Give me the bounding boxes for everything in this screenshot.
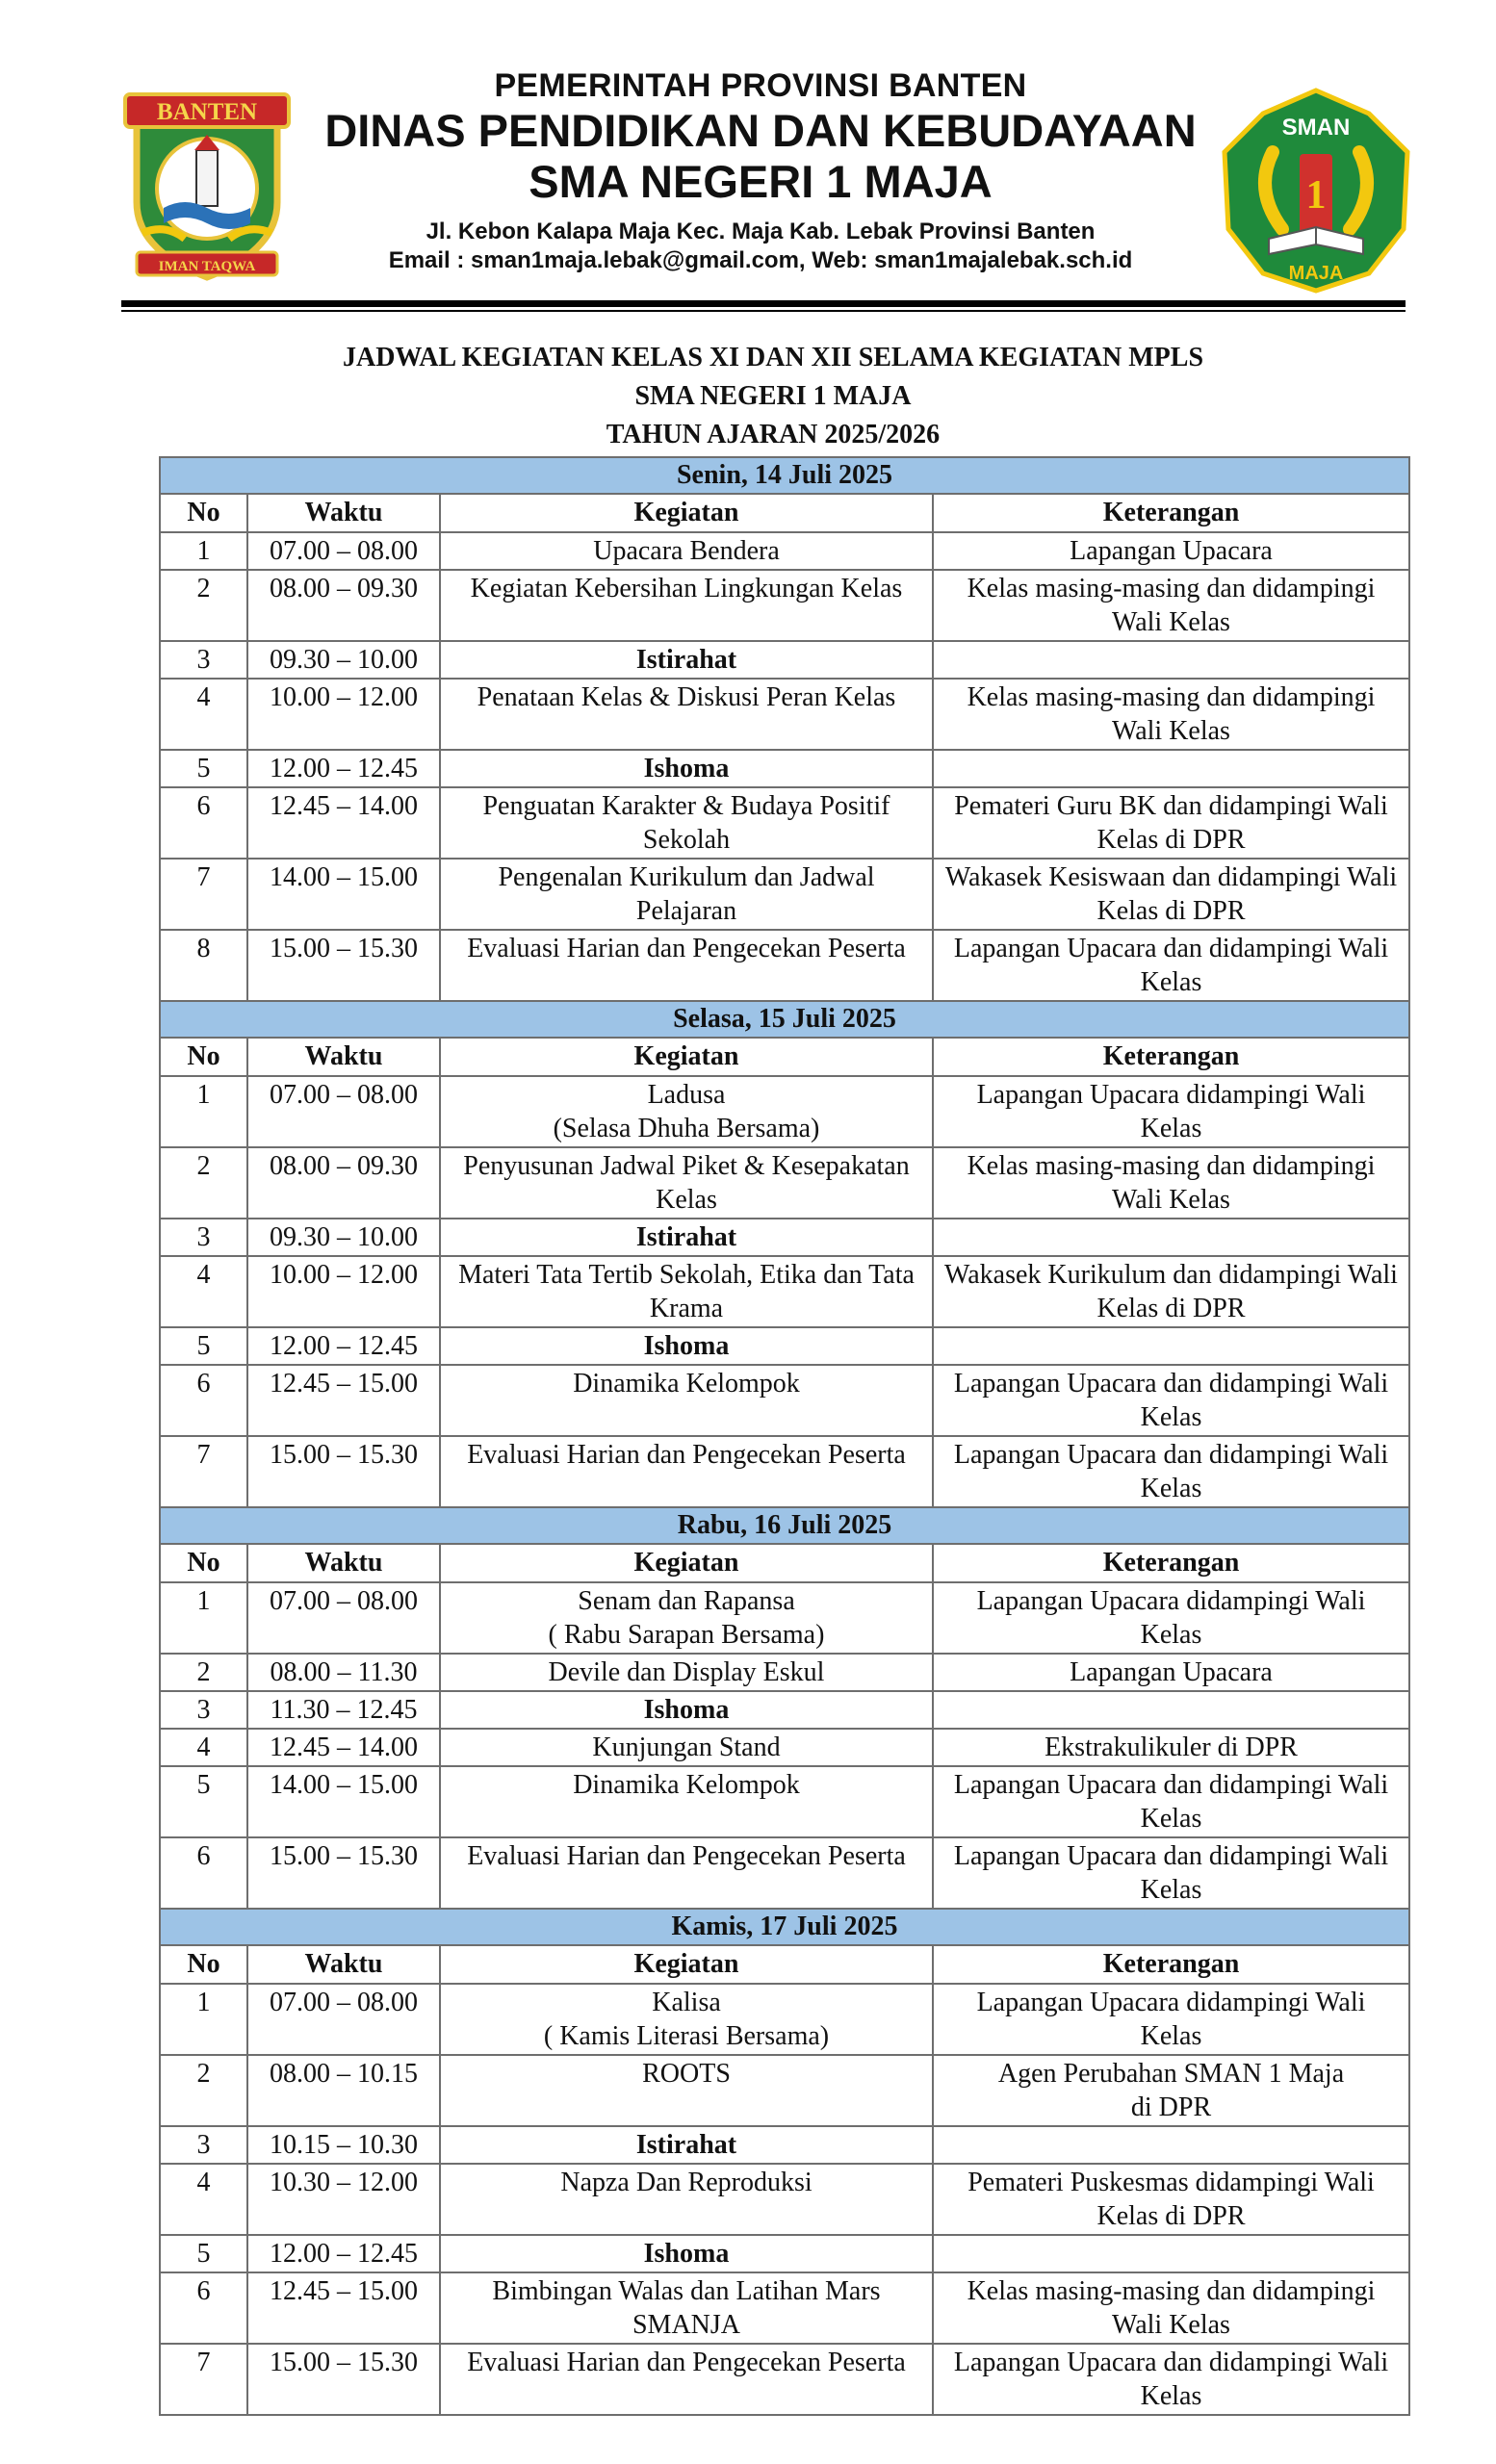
table-row	[160, 2235, 1409, 2272]
cell-no: 3	[160, 2126, 247, 2164]
cell-time: 08.00 – 11.30	[247, 1654, 440, 1691]
cell-no: 7	[160, 2344, 247, 2415]
cell-no: 4	[160, 679, 247, 750]
cell-note: Lapangan Upacara didampingi Wali Kelas	[933, 1984, 1409, 2055]
cell-note: Lapangan Upacara	[933, 532, 1409, 570]
cell-note: Kelas masing-masing dan didampingi Wali Kelas	[933, 570, 1409, 641]
cell-note: Lapangan Upacara dan didampingi Wali Kelas	[933, 930, 1409, 1001]
column-header: Keterangan	[933, 1544, 1409, 1582]
cell-note	[933, 750, 1409, 787]
table-row	[160, 1766, 1409, 1837]
cell-activity: Istirahat	[440, 1219, 933, 1256]
cell-note: Lapangan Upacara didampingi Wali Kelas	[933, 1076, 1409, 1147]
title-line-3: TAHUN AJARAN 2025/2026	[606, 420, 941, 449]
cell-note: Wakasek Kesiswaan dan didampingi Wali Kelas di DPR	[933, 859, 1409, 930]
cell-time: 12.00 – 12.45	[247, 2235, 440, 2272]
cell-time: 07.00 – 08.00	[247, 1582, 440, 1654]
cell-time: 09.30 – 10.00	[247, 1219, 440, 1256]
cell-note: Lapangan Upacara dan didampingi Wali Kelas	[933, 2344, 1409, 2415]
cell-note	[933, 2235, 1409, 2272]
cell-time: 09.30 – 10.00	[247, 641, 440, 679]
cell-time: 08.00 – 09.30	[247, 570, 440, 641]
cell-activity: Evaluasi Harian dan Pengecekan Peserta	[440, 1837, 933, 1909]
column-header: No	[160, 1544, 247, 1582]
cell-note: Wakasek Kurikulum dan didampingi Wali Kelas di DPR	[933, 1256, 1409, 1327]
logo-right-top: SMAN	[1281, 115, 1351, 141]
letterhead-text	[318, 65, 1203, 275]
day-header-row	[160, 1001, 1409, 1038]
table-row	[160, 2272, 1409, 2344]
cell-time: 14.00 – 15.00	[247, 859, 440, 930]
cell-note: Kelas masing-masing dan didampingi Wali Kelas	[933, 679, 1409, 750]
cell-activity: Penguatan Karakter & Budaya Positif Sekolah	[440, 787, 933, 859]
cell-no: 1	[160, 1582, 247, 1654]
cell-note: Ekstrakulikuler di DPR	[933, 1729, 1409, 1766]
day-header: Selasa, 15 Juli 2025	[160, 1001, 1409, 1038]
table-row	[160, 1436, 1409, 1507]
cell-time: 12.45 – 15.00	[247, 1365, 440, 1436]
cell-activity: Penataan Kelas & Diskusi Peran Kelas	[440, 679, 933, 750]
cell-note: Lapangan Upacara dan didampingi Wali Kelas	[933, 1766, 1409, 1837]
column-header: No	[160, 1945, 247, 1984]
cell-no: 7	[160, 1436, 247, 1507]
cell-note	[933, 1219, 1409, 1256]
column-header-row	[160, 494, 1409, 532]
column-header-row	[160, 1544, 1409, 1582]
cell-activity: Istirahat	[440, 641, 933, 679]
cell-note: Pemateri Guru BK dan didampingi Wali Kelas di DPR	[933, 787, 1409, 859]
cell-activity: Istirahat	[440, 2126, 933, 2164]
column-header: Kegiatan	[440, 1544, 933, 1582]
column-header: Keterangan	[933, 494, 1409, 532]
table-row	[160, 750, 1409, 787]
table-row	[160, 859, 1409, 930]
cell-no: 4	[160, 1256, 247, 1327]
cell-activity: Kunjungan Stand	[440, 1729, 933, 1766]
cell-note: Kelas masing-masing dan didampingi Wali Kelas	[933, 1147, 1409, 1219]
column-header: Kegiatan	[440, 494, 933, 532]
column-header: Kegiatan	[440, 1038, 933, 1076]
cell-no: 7	[160, 859, 247, 930]
day-header: Senin, 14 Juli 2025	[160, 457, 1409, 494]
column-header-row	[160, 1945, 1409, 1984]
cell-no: 2	[160, 1147, 247, 1219]
cell-note	[933, 1327, 1409, 1365]
cell-no: 1	[160, 1984, 247, 2055]
table-row	[160, 1654, 1409, 1691]
table-row	[160, 679, 1409, 750]
cell-note: Lapangan Upacara dan didampingi Wali Kelas	[933, 1837, 1409, 1909]
cell-no: 4	[160, 1729, 247, 1766]
table-row	[160, 1256, 1409, 1327]
cell-activity: Materi Tata Tertib Sekolah, Etika dan Tata Krama	[440, 1256, 933, 1327]
table-row	[160, 1984, 1409, 2055]
cell-time: 11.30 – 12.45	[247, 1691, 440, 1729]
cell-note: Pemateri Puskesmas didampingi Wali Kelas di DPR	[933, 2164, 1409, 2235]
cell-activity: Pengenalan Kurikulum dan Jadwal Pelajaran	[440, 859, 933, 930]
cell-activity: Ishoma	[440, 750, 933, 787]
cell-time: 12.45 – 14.00	[247, 787, 440, 859]
cell-time: 10.00 – 12.00	[247, 1256, 440, 1327]
table-row	[160, 532, 1409, 570]
cell-note	[933, 2126, 1409, 2164]
column-header: No	[160, 1038, 247, 1076]
cell-time: 10.30 – 12.00	[247, 2164, 440, 2235]
table-row	[160, 1691, 1409, 1729]
day-header-row	[160, 1909, 1409, 1945]
cell-no: 8	[160, 930, 247, 1001]
cell-no: 4	[160, 2164, 247, 2235]
cell-no: 6	[160, 1837, 247, 1909]
cell-note	[933, 641, 1409, 679]
cell-activity: Senam dan Rapansa ( Rabu Sarapan Bersama)	[440, 1582, 933, 1654]
cell-time: 12.00 – 12.45	[247, 750, 440, 787]
table-row	[160, 1147, 1409, 1219]
cell-no: 2	[160, 1654, 247, 1691]
letterhead-rule-thin	[121, 310, 1406, 312]
cell-time: 10.00 – 12.00	[247, 679, 440, 750]
cell-activity: ROOTS	[440, 2055, 933, 2126]
letterhead	[0, 0, 1496, 318]
table-row	[160, 2055, 1409, 2126]
school-contact: Email : sman1maja.lebak@gmail.com, Web: sman1majalebak.sch.id	[388, 247, 1133, 273]
government-name: PEMERINTAH PROVINSI BANTEN	[494, 67, 1027, 104]
cell-note: Lapangan Upacara dan didampingi Wali Kelas	[933, 1365, 1409, 1436]
cell-activity: Dinamika Kelompok	[440, 1365, 933, 1436]
cell-activity: Evaluasi Harian dan Pengecekan Peserta	[440, 930, 933, 1001]
logo-left-motto: IMAN TAQWA	[158, 259, 256, 274]
cell-no: 1	[160, 1076, 247, 1147]
sman-1-maja-emblem-icon	[1215, 85, 1417, 296]
table-row	[160, 2126, 1409, 2164]
cell-time: 07.00 – 08.00	[247, 1984, 440, 2055]
table-row	[160, 1076, 1409, 1147]
cell-activity: Kalisa ( Kamis Literasi Bersama)	[440, 1984, 933, 2055]
column-header-row	[160, 1038, 1409, 1076]
day-header: Rabu, 16 Juli 2025	[160, 1507, 1409, 1544]
cell-note	[933, 1691, 1409, 1729]
cell-time: 15.00 – 15.30	[247, 1837, 440, 1909]
table-row	[160, 930, 1409, 1001]
table-row	[160, 1365, 1409, 1436]
cell-no: 5	[160, 1766, 247, 1837]
cell-activity: Napza Dan Reproduksi	[440, 2164, 933, 2235]
day-header: Kamis, 17 Juli 2025	[160, 1909, 1409, 1945]
cell-activity: Ishoma	[440, 2235, 933, 2272]
cell-activity: Ishoma	[440, 1691, 933, 1729]
cell-time: 12.45 – 14.00	[247, 1729, 440, 1766]
column-header: Waktu	[247, 1945, 440, 1984]
column-header: Waktu	[247, 1544, 440, 1582]
school-address: Jl. Kebon Kalapa Maja Kec. Maja Kab. Lebak Provinsi Banten	[426, 218, 1096, 244]
cell-activity: Dinamika Kelompok	[440, 1766, 933, 1837]
column-header: Keterangan	[933, 1038, 1409, 1076]
cell-note: Agen Perubahan SMAN 1 Maja di DPR	[933, 2055, 1409, 2126]
cell-no: 6	[160, 2272, 247, 2344]
cell-no: 6	[160, 787, 247, 859]
table-row	[160, 1219, 1409, 1256]
cell-no: 5	[160, 1327, 247, 1365]
cell-no: 2	[160, 570, 247, 641]
cell-no: 2	[160, 2055, 247, 2126]
cell-no: 6	[160, 1365, 247, 1436]
banten-province-emblem-icon	[108, 89, 306, 287]
cell-time: 08.00 – 09.30	[247, 1147, 440, 1219]
cell-activity: Ladusa (Selasa Dhuha Bersama)	[440, 1076, 933, 1147]
cell-activity: Kegiatan Kebersihan Lingkungan Kelas	[440, 570, 933, 641]
cell-no: 5	[160, 750, 247, 787]
cell-time: 08.00 – 10.15	[247, 2055, 440, 2126]
column-header: Keterangan	[933, 1945, 1409, 1984]
agency-name: DINAS PENDIDIKAN DAN KEBUDAYAAN	[324, 105, 1197, 156]
table-row	[160, 1729, 1409, 1766]
cell-time: 15.00 – 15.30	[247, 1436, 440, 1507]
cell-no: 5	[160, 2235, 247, 2272]
day-header-row	[160, 457, 1409, 494]
cell-note: Lapangan Upacara	[933, 1654, 1409, 1691]
day-header-row	[160, 1507, 1409, 1544]
letterhead-rule-thick	[121, 300, 1406, 307]
table-row	[160, 787, 1409, 859]
cell-no: 3	[160, 1691, 247, 1729]
table-row	[160, 2344, 1409, 2415]
cell-note: Lapangan Upacara dan didampingi Wali Kelas	[933, 1436, 1409, 1507]
column-header: Kegiatan	[440, 1945, 933, 1984]
cell-time: 07.00 – 08.00	[247, 1076, 440, 1147]
cell-time: 10.15 – 10.30	[247, 2126, 440, 2164]
column-header: Waktu	[247, 494, 440, 532]
cell-time: 15.00 – 15.30	[247, 930, 440, 1001]
cell-activity: Upacara Bendera	[440, 532, 933, 570]
cell-note: Kelas masing-masing dan didampingi Wali Kelas	[933, 2272, 1409, 2344]
cell-time: 12.00 – 12.45	[247, 1327, 440, 1365]
column-header: No	[160, 494, 247, 532]
cell-no: 3	[160, 641, 247, 679]
table-row	[160, 2164, 1409, 2235]
title-line-2: SMA NEGERI 1 MAJA	[634, 381, 912, 411]
cell-no: 1	[160, 532, 247, 570]
cell-no: 3	[160, 1219, 247, 1256]
table-row	[160, 1582, 1409, 1654]
cell-time: 15.00 – 15.30	[247, 2344, 440, 2415]
schedule-table	[159, 456, 1410, 2416]
cell-activity: Bimbingan Walas dan Latihan Mars SMANJA	[440, 2272, 933, 2344]
table-row	[160, 1837, 1409, 1909]
cell-activity: Evaluasi Harian dan Pengecekan Peserta	[440, 2344, 933, 2415]
cell-activity: Penyusunan Jadwal Piket & Kesepakatan Kelas	[440, 1147, 933, 1219]
cell-time: 12.45 – 15.00	[247, 2272, 440, 2344]
school-name: SMA NEGERI 1 MAJA	[529, 156, 993, 207]
cell-time: 07.00 – 08.00	[247, 532, 440, 570]
table-row	[160, 1327, 1409, 1365]
cell-activity: Devile dan Display Eskul	[440, 1654, 933, 1691]
logo-right-number: 1	[1305, 173, 1327, 218]
cell-note: Lapangan Upacara didampingi Wali Kelas	[933, 1582, 1409, 1654]
title-line-1: JADWAL KEGIATAN KELAS XI DAN XII SELAMA KEGIATAN MPLS	[342, 343, 1204, 372]
table-row	[160, 641, 1409, 679]
cell-time: 14.00 – 15.00	[247, 1766, 440, 1837]
document-title	[154, 339, 1392, 454]
cell-activity: Ishoma	[440, 1327, 933, 1365]
logo-left-banner: BANTEN	[156, 99, 258, 125]
column-header: Waktu	[247, 1038, 440, 1076]
schedule-body	[160, 457, 1409, 2415]
logo-right-bottom: MAJA	[1288, 263, 1344, 284]
cell-activity: Evaluasi Harian dan Pengecekan Peserta	[440, 1436, 933, 1507]
table-row	[160, 570, 1409, 641]
